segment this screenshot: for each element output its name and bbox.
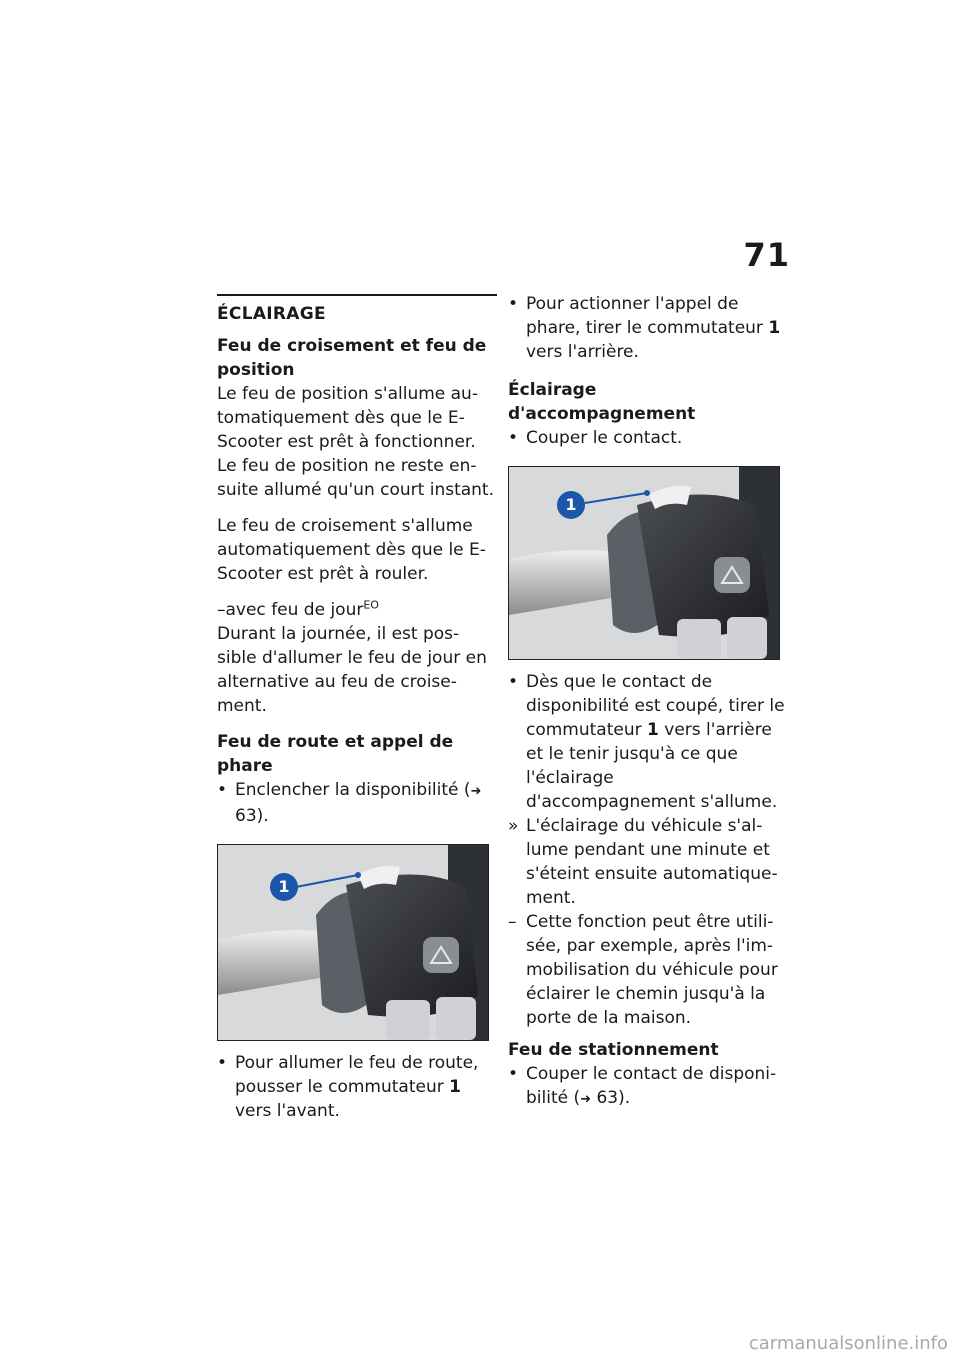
note-mark: – (508, 912, 517, 932)
bullet-text-tail: vers l'avant. (235, 1101, 340, 1121)
list-item (508, 426, 788, 450)
left-column (217, 294, 497, 1123)
list-item (508, 292, 788, 364)
bullet-text: Couper le contact de disponi-bilité ( (526, 1064, 777, 1108)
arrow-right-icon: ➜ (580, 1092, 592, 1107)
low-beam-paragraph-1: Le feu de position s'allume au-tomatiquement dès que le E-Scooter est prêt à fonctionner. Le feu de position ne reste en-suite allumé qu'un court instant. (217, 384, 494, 500)
bullet-text: Dès que le contact de disponibilité est coupé, tirer le commutateur (526, 672, 785, 740)
page-number: 71 (743, 236, 790, 274)
high-beam-title: Feu de route et appel de phare (217, 732, 454, 776)
bullet-text: Enclencher la disponibilité ( (235, 780, 471, 800)
bullet-text: Pour allumer le feu de route, pousser le commutateur (235, 1053, 479, 1097)
low-beam-paragraph-2: Le feu de croisement s'allume automatiquement dès que le E-Scooter est prêt à rouler. (217, 516, 486, 584)
handlebar-switch-figure (217, 844, 489, 1041)
daylight-option-code: EO (363, 598, 379, 612)
bullet-mark: • (508, 672, 519, 692)
right-column (508, 292, 788, 1112)
bullet-mark: • (217, 780, 228, 800)
daylight-option-label: –avec feu de jour (217, 600, 364, 620)
callout-badge: 1 (557, 491, 585, 519)
section-rule (217, 294, 497, 296)
bullet-mark: • (508, 428, 519, 448)
list-item (508, 670, 788, 814)
list-item (508, 1062, 788, 1112)
daylight-option-line (217, 598, 497, 622)
switch-number: 1 (768, 318, 781, 338)
note-text: Cette fonction peut être utili-sée, par exemple, après l'im-mobilisation du véhicule pour éclairer le chemin jusqu'à la porte de la maison. (526, 912, 778, 1028)
result-item (508, 814, 788, 910)
handlebar-switch-illustration (218, 845, 488, 1040)
bullet-text: Couper le contact. (526, 428, 683, 448)
parking-light-title: Feu de stationnement (508, 1040, 719, 1060)
result-text: L'éclairage du véhicule s'al-lume pendant une minute et s'éteint ensuite automatique-ment. (526, 816, 778, 908)
switch-number: 1 (449, 1077, 461, 1097)
list-item (217, 778, 497, 828)
handlebar-switch-figure (508, 466, 780, 660)
watermark-logo: carmanualsonline.info (748, 1333, 948, 1354)
note-item (508, 910, 788, 1030)
callout-badge: 1 (270, 873, 298, 901)
result-mark: » (508, 816, 519, 836)
arrow-right-icon: ➜ (470, 784, 482, 799)
bullet-text-tail: vers l'arrière et le tenir jusqu'à ce que l'éclairage d'accompagnement s'allume. (526, 720, 778, 812)
bullet-mark: • (217, 1053, 228, 1073)
handlebar-switch-illustration (509, 467, 779, 659)
low-beam-title: Feu de croisement et feu de position (217, 336, 487, 380)
switch-number: 1 (647, 720, 659, 740)
page-reference-link[interactable]: 63). (596, 1088, 631, 1108)
bullet-mark: • (508, 294, 519, 314)
bullet-text: Pour actionner l'appel de phare, tirer le commutateur (526, 294, 763, 338)
section-title: ÉCLAIRAGE (217, 304, 326, 324)
bullet-text-tail: vers l'arrière. (526, 342, 639, 362)
daylight-paragraph: Durant la journée, il est pos-sible d'allumer le feu de jour en alternative au feu de croise-ment. (217, 624, 487, 716)
accompaniment-title: Éclairage d'accompagnement (508, 380, 696, 424)
page-reference-link[interactable]: 63). (235, 806, 269, 826)
bullet-mark: • (508, 1064, 519, 1084)
list-item (217, 1051, 497, 1123)
